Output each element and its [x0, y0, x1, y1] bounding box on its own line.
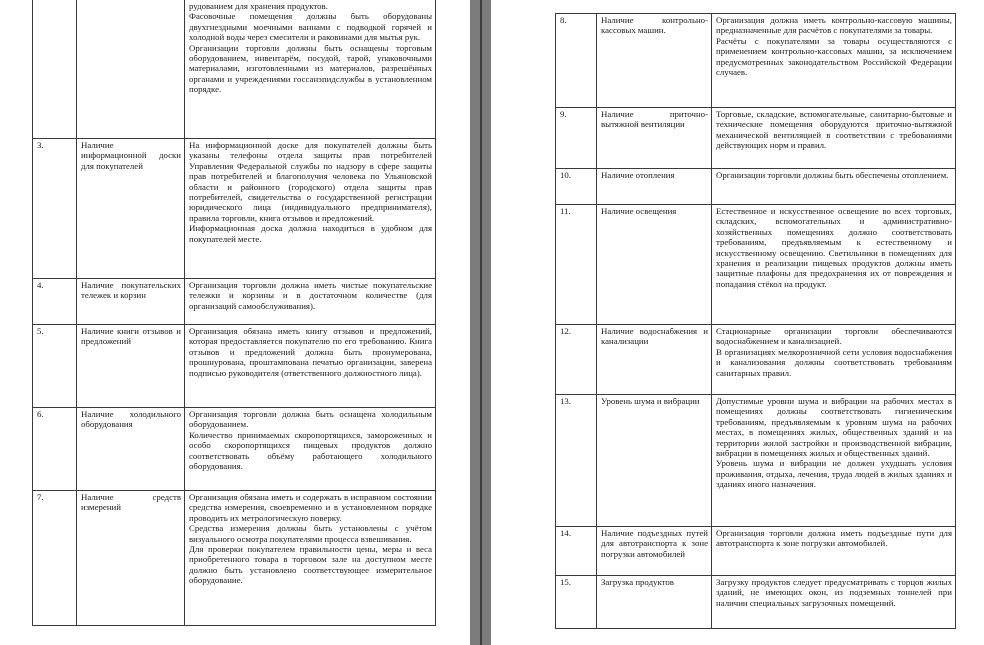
requirement-name: Наличие водоснабжения и канализации: [597, 325, 712, 395]
row-number: 11.: [556, 205, 597, 325]
table-row: [33, 325, 436, 408]
row-number: 8.: [556, 14, 597, 108]
table-row: [556, 205, 956, 325]
description-paragraph: Организация торговли должна иметь подъездные пути для автотранспорта к зоне погрузки автомобилей.: [716, 528, 952, 549]
row-number: 15.: [556, 576, 597, 629]
table-row: [556, 527, 956, 576]
requirements-table: [555, 13, 956, 629]
description-paragraph: Уровень шума и вибрации не должен ухудшать условия проживания, отдыха, лечения, труда людей в жилых зданиях и зданиях иного назначения.: [716, 458, 952, 490]
description-paragraph: Организация торговли должна иметь чистые покупательские тележки и корзины и в достаточном количестве (для организаций самообслуживания).: [189, 280, 432, 311]
row-number: [33, 0, 77, 139]
requirement-description: [185, 408, 436, 491]
requirement-description: [712, 108, 956, 169]
requirement-description: [712, 527, 956, 576]
requirement-description: [712, 169, 956, 205]
page-divider: [470, 0, 491, 645]
table-row: [33, 139, 436, 279]
requirement-name: Наличие покупательских тележек и корзин: [77, 279, 185, 325]
description-paragraph: Организации торговли должны быть обеспечены отоплением.: [716, 170, 949, 180]
requirement-name: Наличие отопления: [597, 169, 712, 205]
table-row: [33, 279, 436, 325]
row-number: 13.: [556, 395, 597, 527]
description-paragraph: рудованием для хранения продуктов.: [189, 1, 328, 11]
table-row: [556, 169, 956, 205]
table-row: [556, 108, 956, 169]
description-paragraph: Количество принимаемых скоропортящихся, замороженных и особо скоропортящихся пищевых продуктов должно соответствовать объёму работающего холодильного оборудования.: [189, 429, 432, 472]
requirement-description: [712, 205, 956, 325]
requirement-name: Наличие книги отзывов и предложений: [77, 325, 185, 408]
table-row: [33, 408, 436, 491]
requirement-description: [185, 325, 436, 408]
requirement-description: [185, 0, 436, 139]
description-paragraph: Организация торговли должна быть оснащена холодильным оборудованием.: [189, 409, 432, 430]
description-paragraph: Стационарные организации торговли обеспечиваются водоснабжением и канализацией.: [716, 326, 952, 347]
requirement-description: [712, 325, 956, 395]
requirement-name: Наличие приточно-вытяжной вентиляции: [597, 108, 712, 169]
row-number: 14.: [556, 527, 597, 576]
description-paragraph: На информационной доске для покупателей должны быть указаны телефоны отдела защиты прав потребителей Управления Федеральной службы по надзору в сфере защиты прав потребителей и благополучия человека по Ульяновской области и районного (городского) отдела защиты прав потребителей, свидетельства о государственной регистрации юридического лица (индивидуального предпринимателя), правила торговли, книга отзывов и предложений.: [189, 140, 432, 223]
requirement-description: [185, 279, 436, 325]
row-number: 5.: [33, 325, 77, 408]
row-number: 6.: [33, 408, 77, 491]
description-paragraph: Допустимые уровни шума и вибрации на рабочих местах в помещениях должны соответствовать гигиеническим требованиям, предъявляемым к уровням шума на рабочих местах, в помещениях жилых, общественных зданий и на территории жилой застройки и производственной вибрации, вибрации в помещениях жилых и общественных зданий.: [716, 396, 952, 459]
requirement-description: [712, 14, 956, 108]
description-paragraph: Для проверки покупателем правильности цены, меры и веса приобретенного товара в торговом зале на доступном месте должно быть установлено соответствующее измерительное оборудование.: [189, 544, 432, 586]
description-paragraph: Организация обязана иметь и содержать в исправном состоянии средства измерения, своевременно и в установленном порядке проводить их метрологическую поверку.: [189, 492, 432, 523]
description-paragraph: Организации торговли должны быть оснащены торговым оборудованием, инвентарём, посудой, тарой, упаковочными материалами, изготовленными из материалов, разрешённых органами и учреждениями госсанэпидслужбы в установленном порядке.: [189, 42, 432, 95]
requirement-description: [185, 491, 436, 626]
requirement-name: [77, 0, 185, 139]
requirement-name: Наличие холодильного оборудования: [77, 408, 185, 491]
row-number: 12.: [556, 325, 597, 395]
requirement-description: [185, 139, 436, 279]
requirement-description: [712, 576, 956, 629]
requirement-name: Наличие средств измерений: [77, 491, 185, 626]
requirement-name: Наличие освещения: [597, 205, 712, 325]
description-paragraph: Фасовочные помещения должны быть оборудованы двухгнездными моечными ваннами с подводкой горячей и холодной воды через смесители и раковинами для мытья рук.: [189, 11, 432, 43]
description-paragraph: Средства измерения должны быть установлены с учётом визуального осмотра покупателями процесса взвешивания.: [189, 523, 432, 544]
description-paragraph: Организация обязана иметь книгу отзывов и предложений, которая предоставляется покупателю по его требованию. Книга отзывов и предложений должна быть пронумерована, прошнурована, проштампована печатью организации, заверена подписью руководителя (ответственного должностного лица).: [189, 326, 432, 378]
requirement-name: Уровень шума и вибрации: [597, 395, 712, 527]
description-paragraph: Информационная доска должна находиться в удобном для покупателей месте.: [189, 223, 432, 244]
table-row: [556, 14, 956, 108]
requirement-name: Наличие информационной доски для покупателей: [77, 139, 185, 279]
description-paragraph: Организация должна иметь контрольно-кассовую машины, предназначенные для расчётов с покупателями за товары.: [716, 15, 952, 36]
requirement-name: Наличие подъездных путей для автотранспорта к зоне погрузки автомобилей: [597, 527, 712, 576]
row-number: 9.: [556, 108, 597, 169]
document-page-left: [0, 0, 470, 645]
row-number: 7.: [33, 491, 77, 626]
table-row: [556, 576, 956, 629]
description-paragraph: В организациях мелкорозничной сети условия водоснабжения и канализования должны соответствовать требованиям санитарных правил.: [716, 346, 952, 378]
table-row: [556, 395, 956, 527]
description-paragraph: Загрузку продуктов следует предусматривать с торцов жилых зданий, не имеющих окон, из подземных тоннелей при наличии специальных загрузочных помещений.: [716, 577, 952, 608]
row-number: 3.: [33, 139, 77, 279]
table-row: [33, 0, 436, 139]
row-number: 4.: [33, 279, 77, 325]
table-row: [556, 325, 956, 395]
requirement-description: [712, 395, 956, 527]
requirement-name: Наличие контрольно-кассовых машин.: [597, 14, 712, 108]
description-paragraph: Расчёты с покупателями за товары осуществляются с применением контрольно-кассовых машин, за исключением предусмотренных законодательством Российской Федерации случаев.: [716, 35, 952, 78]
requirements-table: [32, 0, 436, 626]
description-paragraph: Естественное и искусственное освещение во всех торговых, складских, вспомогательных и административно-хозяйственных помещениях должно соответствовать требованиям, предъявляемым к естественному и искусственному освещению. Светильники в помещениях для хранения и реализации пищевых продуктов должны иметь защитные плафоны для предохранения их от повреждения и попадания стёкол на продукт.: [716, 206, 952, 289]
row-number: 10.: [556, 169, 597, 205]
description-paragraph: Торговые, складские, вспомогательные, санитарно-бытовые и технические помещения оборудуются приточно-вытяжной механической вентиляцией в соответствии с требованиями действующих норм и правил.: [716, 109, 952, 151]
requirement-name: Загрузка продуктов: [597, 576, 712, 629]
table-row: [33, 491, 436, 626]
document-page-right: [491, 0, 984, 645]
